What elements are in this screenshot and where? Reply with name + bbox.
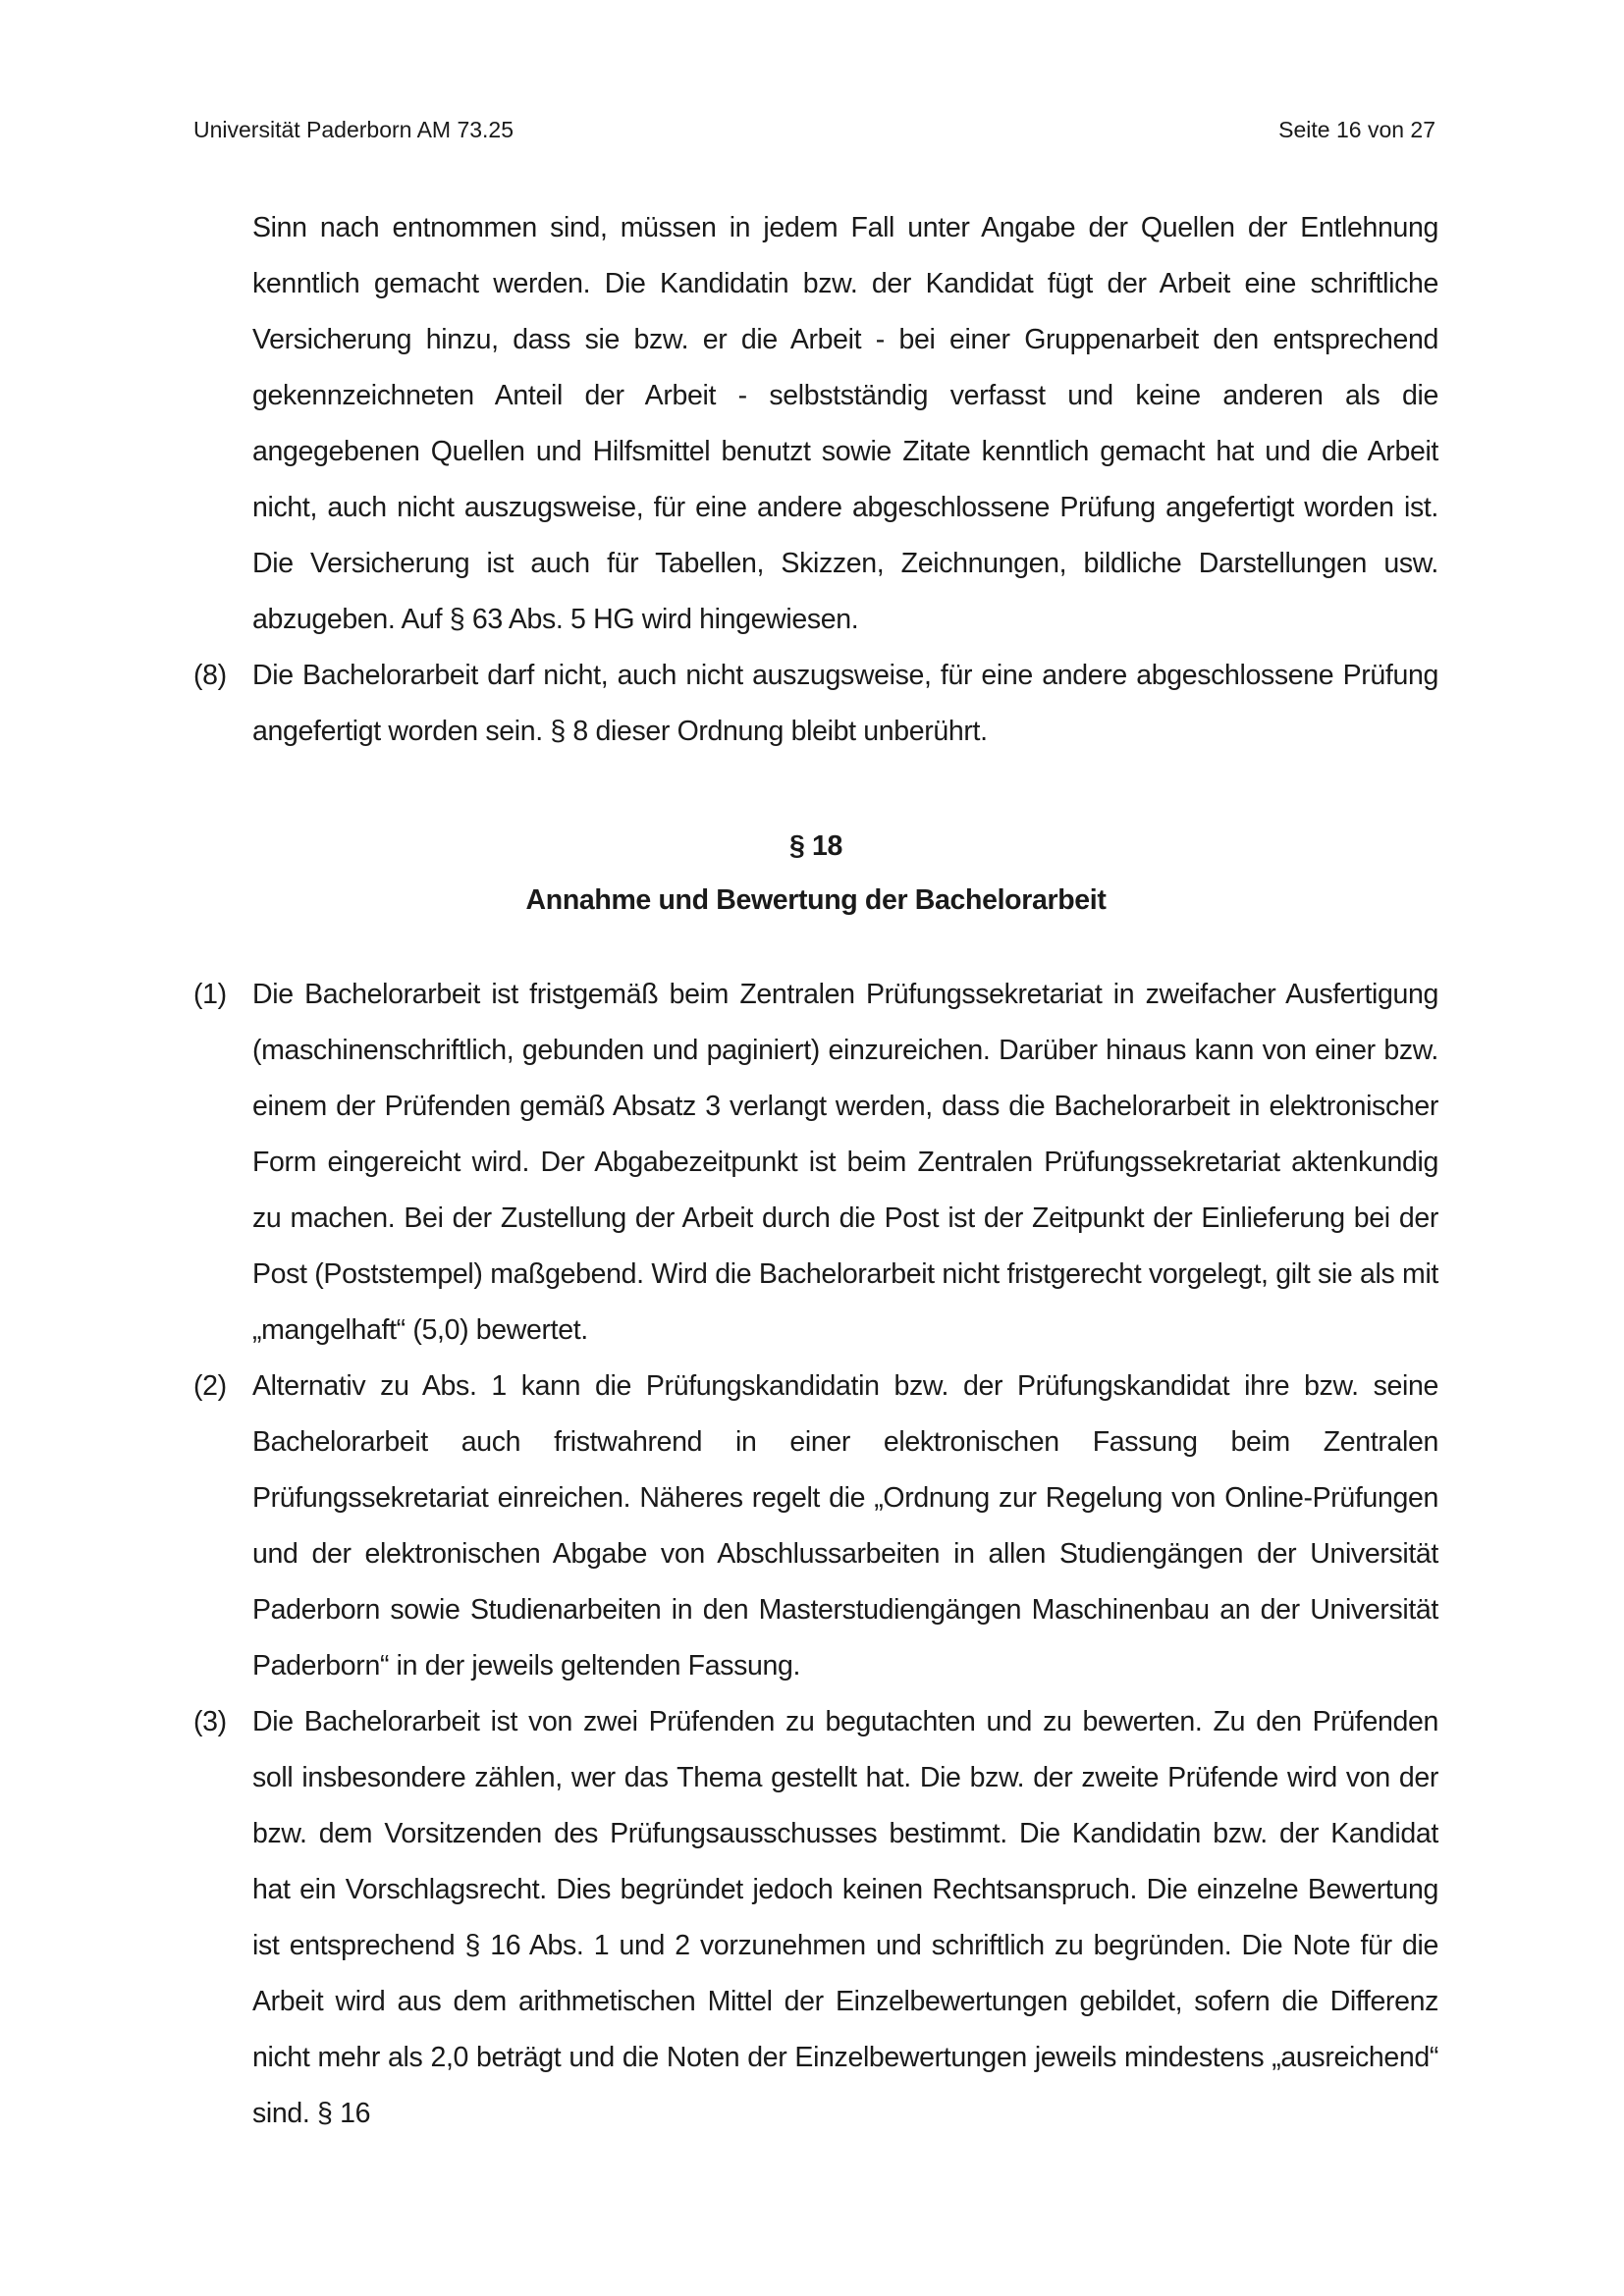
paragraph-7-continuation — [193, 200, 1438, 648]
paragraph-text: Die Bachelorarbeit ist von zwei Prüfenden zu begutachten und zu bewerten. Zu den Prüfenden soll insbesondere zählen, wer das Thema gestellt hat. Die bzw. der zweite Prüfende wird von der bzw. dem Vorsitzenden des Prüfungsausschusses bestimmt. Die Kandidatin bzw. der Kandidat hat ein Vorschlagsrecht. Dies begründet jedoch keinen Rechtsanspruch. Die einzelne Bewertung ist entsprechend § 16 Abs. 1 und 2 vorzunehmen und schriftlich zu begründen. Die Note für die Arbeit wird aus dem arithmetischen Mittel der Einzelbewertungen gebildet, sofern die Differenz nicht mehr als 2,0 beträgt und die Noten der Einzelbewertungen jeweils mindestens „ausreichend“ sind. § 16 — [252, 1706, 1438, 2129]
section-18-body — [193, 967, 1438, 2142]
paragraph-3 — [193, 1694, 1438, 2142]
header-page-number: Seite 16 von 27 — [1278, 117, 1435, 142]
section-title: Annahme und Bewertung der Bachelorarbeit — [525, 884, 1107, 916]
section-number: § 18 — [788, 830, 843, 862]
paragraph-8 — [193, 648, 1438, 760]
header-document-id: Universität Paderborn AM 73.25 — [193, 117, 514, 142]
paragraph-2 — [193, 1359, 1438, 1694]
paragraph-text: Die Bachelorarbeit darf nicht, auch nicht auszugsweise, für eine andere abgeschlossene Prüfung angefertigt worden sein. § 8 dieser Ordnung bleibt unberührt. — [252, 660, 1438, 747]
page-header — [193, 116, 1435, 143]
paragraph-1 — [193, 967, 1438, 1359]
paragraph-number: (1) — [193, 979, 227, 1010]
section-17-continuation — [193, 200, 1438, 760]
paragraph-number: (3) — [193, 1706, 227, 1737]
paragraph-number: (8) — [193, 660, 227, 691]
paragraph-text: Sinn nach entnommen sind, müssen in jedem Fall unter Angabe der Quellen der Entlehnung kenntlich gemacht werden. Die Kandidatin bzw. der Kandidat fügt der Arbeit eine schriftliche Versicherung hinzu, dass sie bzw. er die Arbeit - bei einer Gruppenarbeit den entsprechend gekennzeichneten Anteil der Arbeit - selbstständig verfasst und keine anderen als die angegebenen Quellen und Hilfsmittel benutzt sowie Zitate kenntlich gemacht hat und die Arbeit nicht, auch nicht auszugsweise, für eine andere abgeschlossene Prüfung angefertigt worden ist. Die Versicherung ist auch für Tabellen, Skizzen, Zeichnungen, bildliche Darstellungen usw. abzugeben. Auf § 63 Abs. 5 HG wird hingewiesen. — [252, 212, 1438, 635]
paragraph-text: Die Bachelorarbeit ist fristgemäß beim Zentralen Prüfungssekretariat in zweifacher Ausfertigung (maschinenschriftlich, gebunden und paginiert) einzureichen. Darüber hinaus kann von einer bzw. einem der Prüfenden gemäß Absatz 3 verlangt werden, dass die Bachelorarbeit in elektronischer Form eingereicht wird. Der Abgabezeitpunkt ist beim Zentralen Prüfungssekretariat aktenkundig zu machen. Bei der Zustellung der Arbeit durch die Post ist der Zeitpunkt der Einlieferung bei der Post (Poststempel) maßgebend. Wird die Bachelorarbeit nicht fristgerecht vorgelegt, gilt sie als mit „mangelhaft“ (5,0) bewertet. — [252, 979, 1438, 1346]
paragraph-number: (2) — [193, 1370, 227, 1402]
paragraph-text: Alternativ zu Abs. 1 kann die Prüfungskandidatin bzw. der Prüfungskandidat ihre bzw. seine Bachelorarbeit auch fristwahrend in einer elektronischen Fassung beim Zentralen Prüfungssekretariat einreichen. Näheres regelt die „Ordnung zur Regelung von Online-Prüfungen und der elektronischen Abgabe von Abschlussarbeiten in allen Studiengängen der Universität Paderborn sowie Studienarbeiten in den Masterstudiengängen Maschinenbau an der Universität Paderborn“ in der jeweils geltenden Fassung. — [252, 1370, 1438, 1682]
